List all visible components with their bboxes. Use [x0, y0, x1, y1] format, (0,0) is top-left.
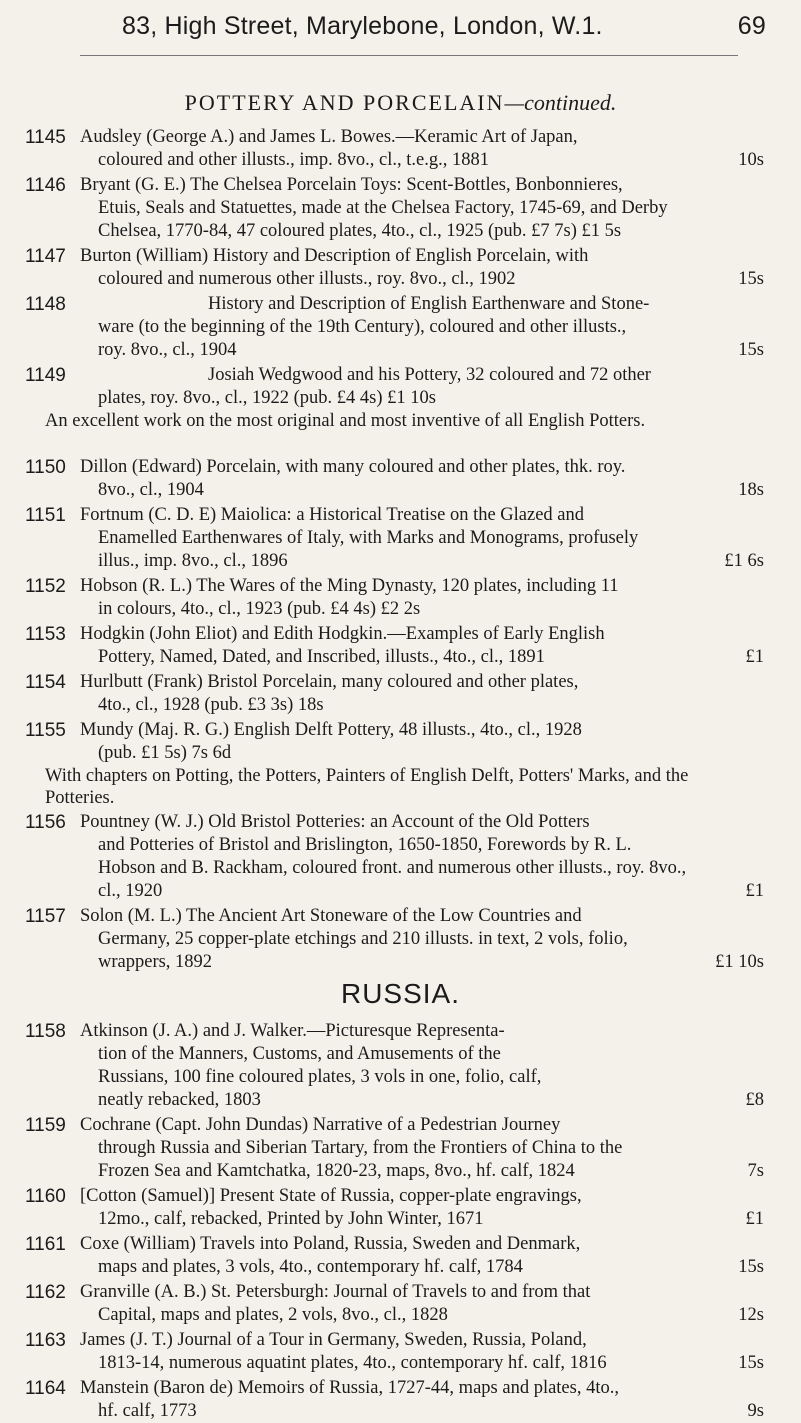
entry-line — [0, 742, 801, 765]
entry-detail-line: cl., 1920 — [98, 881, 163, 901]
entry-title-line: Audsley (George A.) and James L. Bowes.—Keramic Art of Japan, — [80, 127, 578, 147]
lot-price: 10s — [738, 150, 764, 170]
entry-line — [0, 719, 801, 742]
entry-line — [0, 364, 801, 387]
entry-line — [0, 880, 801, 903]
lot-price: 15s — [738, 269, 764, 289]
entry-detail-line: (pub. £1 5s) 7s 6d — [98, 743, 232, 763]
entry-line — [0, 387, 801, 410]
catalogue-entry — [0, 174, 801, 243]
entry-line — [0, 527, 801, 550]
lot-number: 1152 — [25, 576, 66, 597]
entry-line — [0, 1020, 801, 1043]
lot-number: 1161 — [25, 1234, 66, 1255]
entry-detail-line: Germany, 25 copper-plate etchings and 210 illusts. in text, 2 vols, folio, — [98, 929, 628, 949]
entry-title-line: Pountney (W. J.) Old Bristol Potteries: an Account of the Old Potters — [80, 812, 590, 832]
entry-line — [0, 1208, 801, 1231]
lot-number: 1153 — [25, 624, 66, 645]
entry-line — [0, 1281, 801, 1304]
entry-detail-line: Hobson and B. Rackham, coloured front. and numerous other illusts., roy. 8vo., — [98, 858, 687, 878]
catalogue-entry — [0, 1114, 801, 1183]
lot-number: 1145 — [25, 127, 66, 148]
entry-line — [0, 550, 801, 573]
entry-title-line: Manstein (Baron de) Memoirs of Russia, 1727-44, maps and plates, 4to., — [80, 1378, 619, 1398]
entry-line — [0, 1114, 801, 1137]
entry-detail-line: in colours, 4to., cl., 1923 (pub. £4 4s) £2 2s — [98, 599, 421, 619]
entry-title-line: Bryant (G. E.) The Chelsea Porcelain Toys: Scent-Bottles, Bonbonnieres, — [80, 175, 623, 195]
entry-title-line: [Cotton (Samuel)] Present State of Russia, copper-plate engravings, — [80, 1186, 582, 1206]
page-number: 69 — [737, 12, 766, 40]
entry-line — [0, 268, 801, 291]
entry-title-line: Hurlbutt (Frank) Bristol Porcelain, many coloured and other plates, — [80, 672, 579, 692]
catalogue-entry — [0, 1329, 801, 1375]
entry-detail-line: ware (to the beginning of the 19th Century), coloured and other illusts., — [98, 317, 627, 337]
entry-line — [0, 811, 801, 834]
entry-detail-line: Capital, maps and plates, 2 vols, 8vo., cl., 1828 — [98, 1305, 448, 1325]
entry-line — [0, 1043, 801, 1066]
entry-title-line: Hodgkin (John Eliot) and Edith Hodgkin.—Examples of Early English — [80, 624, 605, 644]
catalogue-entry — [0, 623, 801, 669]
entry-detail-line: illus., imp. 8vo., cl., 1896 — [98, 551, 288, 571]
lot-number: 1160 — [25, 1186, 66, 1207]
entry-title-line: Granville (A. B.) St. Petersburgh: Journal of Travels to and from that — [80, 1282, 591, 1302]
entry-detail-line: Enamelled Earthenwares of Italy, with Marks and Monograms, profusely — [98, 528, 639, 548]
catalogue-entry — [0, 293, 801, 362]
entry-detail-line: roy. 8vo., cl., 1904 — [98, 340, 237, 360]
entry-line — [0, 504, 801, 527]
entry-detail-line: 1813-14, numerous aquatint plates, 4to., contemporary hf. calf, 1816 — [98, 1353, 607, 1373]
entry-title-line: Burton (William) History and Description of English Porcelain, with — [80, 246, 589, 266]
catalogue-entry — [0, 905, 801, 974]
lot-number: 1150 — [25, 457, 66, 478]
entry-line — [0, 1377, 801, 1400]
entry-title-line: Solon (M. L.) The Ancient Art Stoneware of the Low Countries and — [80, 906, 582, 926]
lot-price: 15s — [738, 1353, 764, 1373]
entry-line — [0, 1089, 801, 1112]
entry-title-line: Fortnum (C. D. E) Maiolica: a Historical Treatise on the Glazed and — [80, 505, 585, 525]
shop-address: 83, High Street, Marylebone, London, W.1. — [122, 12, 603, 40]
lot-price: £1 — [745, 647, 764, 667]
entry-title-line: Cochrane (Capt. John Dundas) Narrative of a Pedestrian Journey — [80, 1115, 561, 1135]
entry-title-line: Hobson (R. L.) The Wares of the Ming Dynasty, 120 plates, including 11 — [80, 576, 619, 596]
catalogue-entry — [0, 575, 801, 621]
lot-number: 1162 — [25, 1282, 66, 1303]
entry-title-line: Dillon (Edward) Porcelain, with many coloured and other plates, thk. roy. — [80, 457, 626, 477]
header-rule — [80, 55, 738, 56]
entry-detail-line: Russians, 100 fine coloured plates, 3 vols in one, folio, calf, — [98, 1067, 542, 1087]
entry-detail-line: Frozen Sea and Kamtchatka, 1820-23, maps, 8vo., hf. calf, 1824 — [98, 1161, 575, 1181]
entry-line — [0, 220, 801, 243]
catalogue-entry — [0, 504, 801, 573]
entry-title-line: James (J. T.) Journal of a Tour in Germany, Sweden, Russia, Poland, — [80, 1330, 587, 1350]
entry-line — [0, 671, 801, 694]
lot-price: £1 — [745, 881, 764, 901]
lot-number: 1159 — [25, 1115, 66, 1136]
entry-line — [0, 598, 801, 621]
entry-detail-line: 12mo., calf, rebacked, Printed by John Winter, 1671 — [98, 1209, 484, 1229]
entry-line — [0, 575, 801, 598]
lot-price: 9s — [747, 1401, 764, 1421]
entry-detail-line: neatly rebacked, 1803 — [98, 1090, 261, 1110]
entry-title-line: Mundy (Maj. R. G.) English Delft Pottery, 48 illusts., 4to., cl., 1928 — [80, 720, 582, 740]
catalogue-entry — [0, 1377, 801, 1423]
entry-line — [0, 1233, 801, 1256]
entry-line — [0, 339, 801, 362]
catalogue-entry — [0, 1185, 801, 1231]
lot-price: £1 6s — [724, 551, 764, 571]
entry-title-line: Coxe (William) Travels into Poland, Russia, Sweden and Denmark, — [80, 1234, 581, 1254]
lot-number: 1147 — [25, 246, 66, 267]
lot-number: 1149 — [25, 365, 66, 386]
entry-line — [0, 479, 801, 502]
entry-line — [0, 905, 801, 928]
lot-price: 15s — [738, 1257, 764, 1277]
entry-line — [0, 834, 801, 857]
lot-price: £1 10s — [715, 952, 764, 972]
lot-number: 1151 — [25, 505, 66, 526]
entry-line — [0, 928, 801, 951]
entry-line — [0, 293, 801, 316]
entry-line — [0, 1256, 801, 1279]
entry-detail-line: through Russia and Siberian Tartary, from the Frontiers of China to the — [98, 1138, 623, 1158]
entry-line — [0, 174, 801, 197]
entry-note: With chapters on Potting, the Potters, Painters of English Delft, Potters' Marks, and the Potteries. — [45, 766, 689, 808]
lot-price: £1 — [745, 1209, 764, 1229]
catalogue-entry — [0, 671, 801, 717]
entry-line — [0, 456, 801, 479]
entry-line — [0, 197, 801, 220]
catalogue-entry — [0, 456, 801, 502]
russia-section-title: RUSSIA. — [340, 978, 461, 1009]
entry-line — [0, 623, 801, 646]
lot-number: 1148 — [25, 294, 66, 315]
entry-line — [0, 951, 801, 974]
entry-line — [0, 646, 801, 669]
catalogue-entry — [0, 1233, 801, 1279]
entry-detail-line: maps and plates, 3 vols, 4to., contemporary hf. calf, 1784 — [98, 1257, 523, 1277]
catalogue-entry — [0, 811, 801, 903]
lot-number: 1155 — [25, 720, 66, 741]
lot-number: 1158 — [25, 1021, 66, 1042]
entry-line — [0, 1066, 801, 1089]
lot-price: 15s — [738, 340, 764, 360]
entry-detail-line: Chelsea, 1770-84, 47 coloured plates, 4to., cl., 1925 (pub. £7 7s) £1 5s — [98, 221, 622, 241]
catalogue-entry — [0, 364, 801, 432]
entry-title-line: History and Description of English Earthenware and Stone- — [208, 294, 650, 314]
entry-detail-line: wrappers, 1892 — [98, 952, 213, 972]
entry-note: An excellent work on the most original and most inventive of all English Potters. — [45, 411, 646, 431]
entry-line — [0, 1160, 801, 1183]
section-title — [0, 90, 801, 116]
entry-line — [0, 1352, 801, 1375]
lot-number: 1163 — [25, 1330, 66, 1351]
lot-price: 12s — [738, 1305, 764, 1325]
entry-line — [0, 1400, 801, 1423]
entry-line — [0, 1304, 801, 1327]
entry-title-line: Josiah Wedgwood and his Pottery, 32 coloured and 72 other — [208, 365, 651, 385]
entry-line — [0, 316, 801, 339]
entry-line — [0, 694, 801, 717]
lot-price: 7s — [747, 1161, 764, 1181]
entry-detail-line: plates, roy. 8vo., cl., 1922 (pub. £4 4s) £1 10s — [98, 388, 436, 408]
lot-price: 18s — [738, 480, 764, 500]
lot-number: 1154 — [25, 672, 66, 693]
entry-line — [0, 149, 801, 172]
lot-number: 1157 — [25, 906, 66, 927]
section-continued: —continued. — [504, 90, 617, 115]
entry-line — [0, 245, 801, 268]
entry-detail-line: coloured and numerous other illusts., roy. 8vo., cl., 1902 — [98, 269, 516, 289]
catalogue-entry — [0, 719, 801, 809]
lot-price: £8 — [745, 1090, 764, 1110]
lot-number: 1156 — [25, 812, 66, 833]
entry-detail-line: coloured and other illusts., imp. 8vo., cl., t.e.g., 1881 — [98, 150, 490, 170]
entry-line — [0, 1185, 801, 1208]
lot-number: 1164 — [25, 1378, 66, 1399]
entry-line — [0, 1137, 801, 1160]
entry-line — [0, 1329, 801, 1352]
entry-detail-line: tion of the Manners, Customs, and Amusements of the — [98, 1044, 501, 1064]
catalogue-entry — [0, 245, 801, 291]
entry-detail-line: Etuis, Seals and Statuettes, made at the Chelsea Factory, 1745-69, and Derby — [98, 198, 668, 218]
entry-title-line: Atkinson (J. A.) and J. Walker.—Picturesque Representa- — [80, 1021, 505, 1041]
entry-detail-line: 8vo., cl., 1904 — [98, 480, 204, 500]
catalogue-entry — [0, 1020, 801, 1112]
catalogue-entry — [0, 126, 801, 172]
entry-detail-line: Pottery, Named, Dated, and Inscribed, illusts., 4to., cl., 1891 — [98, 647, 545, 667]
entry-line — [0, 857, 801, 880]
lot-number: 1146 — [25, 175, 66, 196]
entry-line — [0, 126, 801, 149]
section-title-text: POTTERY AND PORCELAIN — [184, 90, 505, 115]
entry-detail-line: hf. calf, 1773 — [98, 1401, 197, 1421]
entry-detail-line: and Potteries of Bristol and Brislington, 1650-1850, Forewords by R. L. — [98, 835, 632, 855]
catalogue-entry — [0, 1281, 801, 1327]
entry-detail-line: 4to., cl., 1928 (pub. £3 3s) 18s — [98, 695, 324, 715]
